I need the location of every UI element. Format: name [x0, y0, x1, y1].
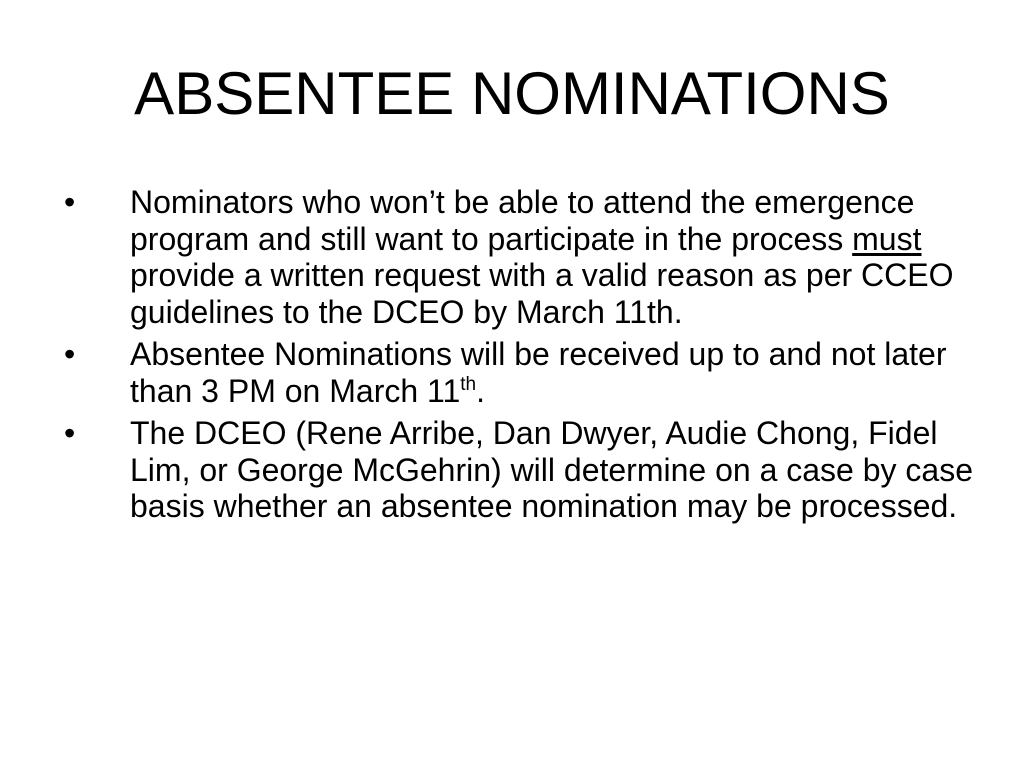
- bullet-1-text-post: provide a written request with a valid reason as per CCEO guidelines to the DCEO by March 11th.: [130, 257, 954, 330]
- bullet-icon: •: [64, 336, 76, 372]
- bullet-list: [64, 184, 974, 531]
- bullet-2-text-post: .: [476, 372, 485, 409]
- bullet-item-2: [64, 336, 974, 409]
- slide-title: ABSENTEE NOMINATIONS: [134, 60, 890, 127]
- bullet-item-1: [64, 184, 974, 330]
- bullet-1-emphasis: must: [852, 220, 922, 257]
- bullet-3-text: The DCEO (Rene Arribe, Dan Dwyer, Audie Chong, Fidel Lim, or George McGehrin) will determine on a case by case basis whether an absentee nomination may be processed.: [130, 415, 974, 524]
- bullet-icon: •: [64, 415, 76, 451]
- bullet-1-text-pre: Nominators who won’t be able to attend the emergence program and still want to participate in the process: [130, 184, 915, 257]
- bullet-item-3: [64, 415, 974, 525]
- bullet-2-text-pre: Absentee Nominations will be received up to and not later than 3 PM on March 11: [130, 336, 947, 409]
- bullet-2-superscript: th: [460, 373, 477, 395]
- bullet-icon: •: [64, 184, 76, 220]
